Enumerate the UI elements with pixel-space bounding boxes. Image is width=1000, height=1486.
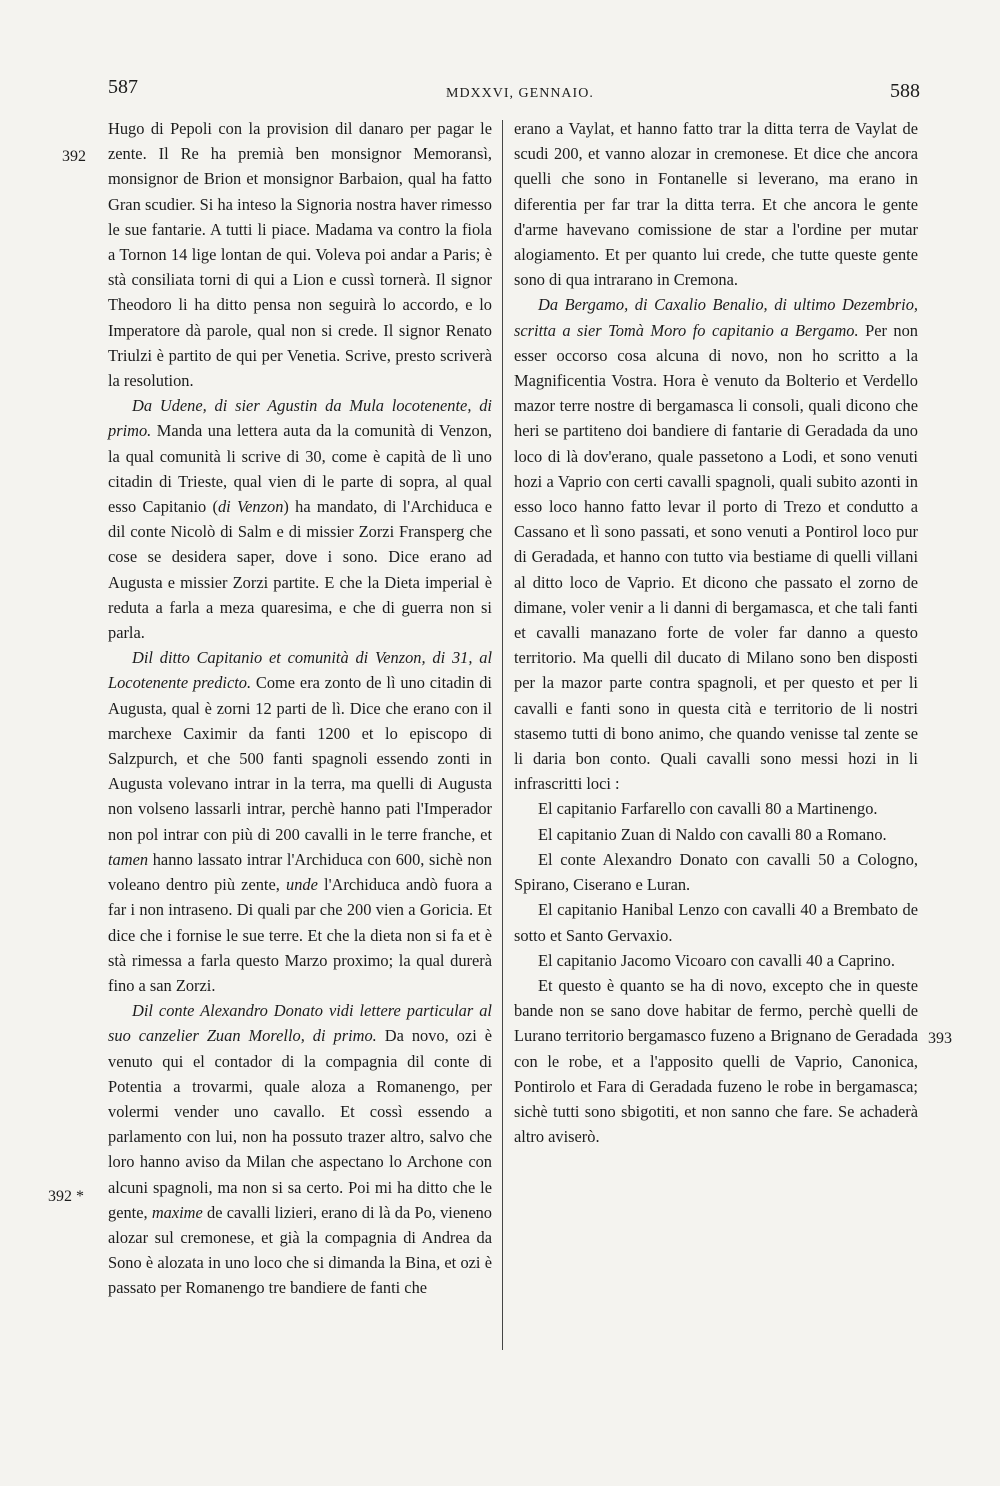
paragraph <box>108 645 492 998</box>
paragraph-text: Per non esser occorso cosa alcuna di novo, non ho scritto a la Magnificentia Vostra. Hora è venuto da Bolterio et Verdello mazor terre nostre di bergamasca li consoli, quali dicono che heri se partiteno doi bandiere di fantarie di Geradada da uno loco di là dov'erano, quale passetono a Lodi, et sono venuti hozi a Vaprio con certi cavalli spagnoli, quali subito azonti in esso loco hanno fatto levar il porto di Trezo et condutto a Cassano et lì sono passati, et sono venuti a Pontirol loco pur di Geradada, et hanno con tutto via bestiame di quelli villani al ditto loco de Vaprio. Et dicono che passato el zorno de dimane, voler venir a li danni di bergamasca, et che tali fanti et cavalli manazano forte de voler far danno a questo territorio. Ma quelli dil ducato di Milano sono ben disposti per la mazor parte contra spagnoli, et per questo et per li cavalli e fanti sono in questa cità e territorio de li nostri stasemo tutti di bono animo, che quando venisse tal zente se li daria bon conto. Quali cavalli sono messi hozi in li infrascritti loci : <box>514 320 918 794</box>
list-item: El capitanio Zuan di Naldo con cavalli 80 a Romano. <box>538 824 887 844</box>
page-number-right: 588 <box>890 80 920 102</box>
margin-number-right: 393 <box>928 1030 952 1047</box>
paragraph <box>108 116 492 393</box>
paragraph-text: Da novo, ozi è venuto qui el contador di la compagnia dil conte di Potentia a trovarmi, quale aloza a Romanengo, per volermi vender uno cavallo. Et cossì essendo a parlamento con lui, non ha possuto trazer altro, salvo che loro hanno aviso da Milan che aspectano lo Archone con alcuni spagnoli, ma non si sa certo. Poi mi ha ditto che le gente, <box>108 1026 493 1222</box>
letter-heading: Da Udene, di sier Agustin da Mula locotenente, di primo. <box>108 396 492 441</box>
paragraph-text: ) ha mandato, di l'Archiduca e dil conte Nicolò di Salm e di missier Zorzi Fransperg che cose se desidera saper, dove i sono. Dice erano ad Augusta e missier Zorzi partite. E che la Dieta imperial è reduta a farla a meza quaresima, e che di guerra non si parla. <box>108 497 492 643</box>
letter-heading: Dil ditto Capitanio et comunità di Venzon, di 31, al Locotenente predicto. <box>108 648 492 693</box>
paragraph-text: hanno lassato intrar l'Archiduca con 600, sichè non voleano dentro più zente, <box>108 849 492 895</box>
list-item: El capitanio Hanibal Lenzo con cavalli 40 a Brembato de sotto et Santo Gervaxio. <box>514 900 918 945</box>
list-item: El conte Alexandro Donato con cavalli 50 a Cologno, Spirano, Ciserano e Luran. <box>514 849 918 895</box>
paragraph <box>108 393 492 645</box>
letter-heading: Dil conte Alexandro Donato vidi lettere particular al suo canzelier Zuan Morello, di primo. <box>108 1001 492 1046</box>
paragraph <box>514 973 918 1149</box>
list-item: El capitanio Farfarello con cavalli 80 a Martinengo. <box>538 799 878 819</box>
paragraph-text: Come era zonto de lì uno citadin di Augusta, qual è zorni 12 parti de lì. Dice che erano con il marchexe Caximir da fanti 1200 et lo episcopo di Salzpurch, et che 500 fanti spagnoli essendo zonti in Augusta volevano intrar in la terra, ma quelli di Augusta non volseno lassarli intrar, perchè hanno pati l'Imperador non pol intrar con più di 200 cavalli in le terre franche, et <box>108 673 492 844</box>
paragraph <box>514 116 918 292</box>
letter-heading: Da Bergamo, di Caxalio Benalio, di ultimo Dezembrio, scritta a sier Tomà Moro fo capitanio a Bergamo. <box>514 295 918 340</box>
paragraph <box>108 998 492 1300</box>
left-column <box>108 116 492 1301</box>
paragraph <box>514 292 918 796</box>
paragraph-text: Et questo è quanto se ha di novo, excepto che in queste bande non se sano dove habitar de fermo, perchè quelli de Lurano territorio bergamasco fuzeno a Brignano de Geradada con le robe, et a l'apposito quelli de Vaprio, Canonica, Pontirolo et Fara di Geradada fuzeno le robe in bergamasca; sichè tutti sono sbigotiti, et non sanno che fare. Se achaderà altro aviserò. <box>514 975 918 1147</box>
list-item: El capitanio Jacomo Vicoaro con cavalli 40 a Caprino. <box>538 950 895 970</box>
paragraph-text: l'Archiduca andò fuora a far i non intraseno. Di quali par che 200 vien a Goricia. Et dice che i fornise le sue terre. Et che la dieta non si fa et è stà rimessa a farla questo Marzo proximo; la qual durerà fino a san Zorzi. <box>108 875 492 995</box>
page-number-left: 587 <box>108 76 138 98</box>
italic-term: tamen <box>108 849 149 869</box>
margin-number-left-bottom: 392 * <box>48 1188 84 1205</box>
running-title: MDXXVI, GENNAIO. <box>446 86 594 101</box>
paragraph-text: de cavalli lizieri, erano di là da Po, vieneno alozar sul cremonese, et già la compagnia di Andrea da Sono è alozata in uno loco che si dimanda la Bina, et ozi è passato per Romanengo tre bandiere de fanti che <box>108 1202 492 1298</box>
margin-number-left-top: 392 <box>62 148 86 165</box>
paragraph-text: Hugo di Pepoli con la provision dil danaro per pagar le zente. Il Re ha premià ben monsignor Memoransì, monsignor de Brion et monsignor Barbaion, qual ha fatto Gran scudier. Si ha inteso la Signoria nostra haver rimesso le sue fantarie. A tutti li piace. Madama va contro la fiola a Tornon 14 lige lontan de qui. Voleva poi andar a Paris; è stà consiliata torni di qui a Lion e cussì tornerà. Il signor Theodoro li ha ditto pensa non seguirà lo accordo, e lo Imperatore dà parole, qual non si crede. Il signor Renato Triulzi è partito de qui per Venetia. Scrive, presto scriverà la resolution. <box>108 119 492 391</box>
italic-term: unde <box>286 875 318 895</box>
italic-term: di Venzon <box>217 497 284 517</box>
page-header <box>108 76 920 106</box>
italic-term: maxime <box>151 1202 203 1222</box>
paragraph-text: erano a Vaylat, et hanno fatto trar la ditta terra de Vaylat de scudi 200, et vanno alozar in cremonese. Et dice che ancora quelli che sono in Fontanelle si leverano, ma erano in diferentia per far trar la ditta terra. Et che ancora le gente d'arme havevano comissione de star a l'ordine per mutar alogiamento. Et per quanto lui crede, che tutte queste gente sono di qua intrarano in Cremona. <box>514 119 918 290</box>
right-column <box>514 116 918 1149</box>
paragraph-text: Manda una lettera auta da la comunità di Venzon, la qual comunità li scrive di 30, come è capità de lì uno citadin di Trieste, qual vien di le parte di sopra, al qual esso Capitanio ( <box>108 421 492 517</box>
column-divider <box>502 120 503 1350</box>
